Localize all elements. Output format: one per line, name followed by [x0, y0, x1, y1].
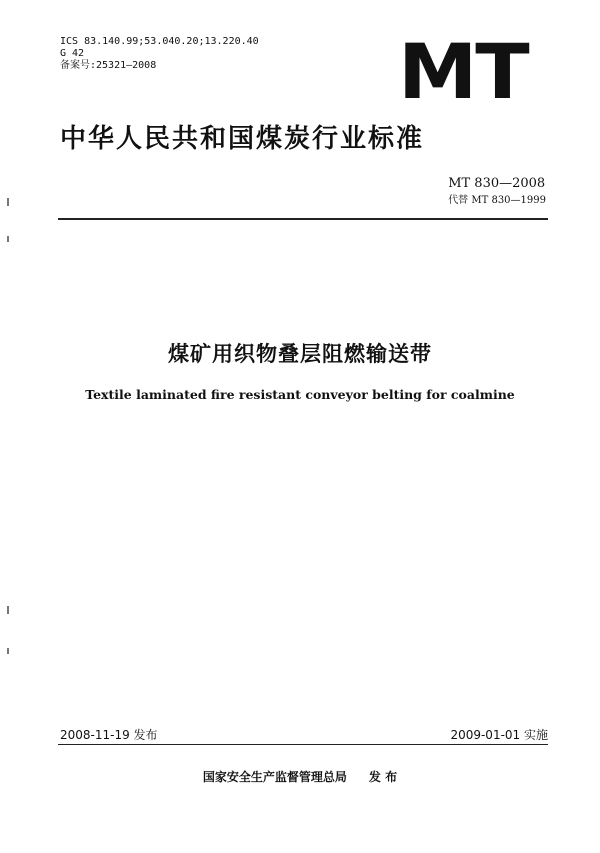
binding-mark — [7, 236, 9, 242]
standard-number: MT 830—2008 — [448, 176, 546, 191]
standard-category-title: 中华人民共和国煤炭行业标准 — [60, 124, 425, 154]
issue-label: 发 布 — [368, 770, 398, 784]
document-title-en: Textile laminated fire resistant conveyor belting for coalmine — [85, 387, 515, 402]
binding-mark — [7, 606, 9, 614]
effective-date: 2009-01-01 实施 — [450, 728, 548, 742]
filing-number: 备案号:25321—2008 — [60, 60, 157, 71]
footer-divider — [58, 744, 548, 745]
standard-number-block — [448, 176, 546, 206]
issuer-name: 国家安全生产监督管理总局 — [202, 770, 347, 784]
mt-logo: MT — [398, 27, 528, 116]
replaces-number: 代替 MT 830—1999 — [448, 195, 546, 206]
ccs-code: G 42 — [60, 48, 85, 59]
binding-mark — [7, 198, 9, 206]
issuer-line — [0, 768, 600, 785]
document-title-zh: 煤矿用织物叠层阻燃输送带 — [168, 342, 432, 366]
classification-block — [60, 36, 259, 72]
header-divider — [58, 218, 548, 220]
ics-code: ICS 83.140.99;53.040.20;13.220.40 — [60, 36, 259, 47]
binding-mark — [7, 648, 9, 654]
publish-date: 2008-11-19 发布 — [60, 728, 158, 742]
